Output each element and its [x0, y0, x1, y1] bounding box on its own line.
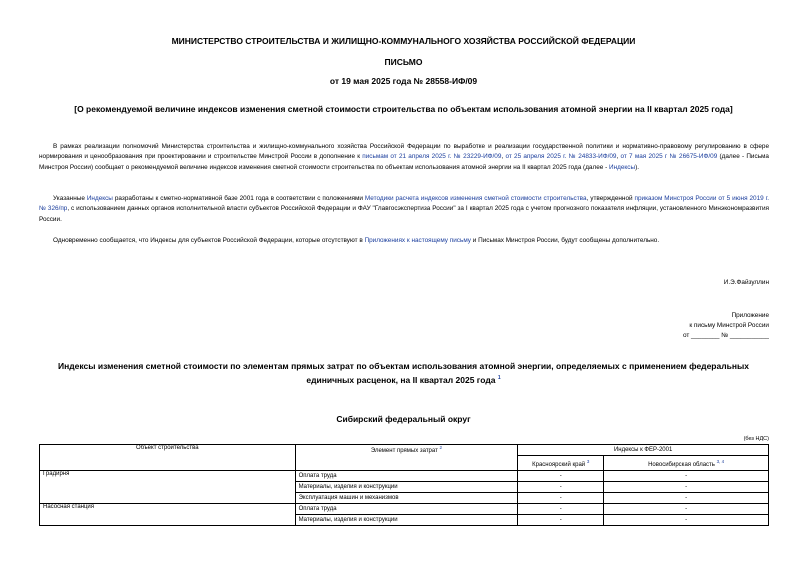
annex-title-text: Индексы изменения сметной стоимости по элементам прямых затрат по объектам использования атомной энергии, определяемых с применением федеральных единичных расценок, на II квартал 2025 года: [58, 361, 749, 385]
element-cell: Оплата труда: [295, 471, 518, 482]
letter-link-3[interactable]: от 7 мая 2025 г № 26675-ИФ/09: [620, 153, 718, 161]
header-object: Объект строительства: [40, 445, 296, 471]
header-indices: Индексы к ФЕР-2001: [518, 445, 769, 456]
methodology-link[interactable]: Методики расчета индексов изменения сметной стоимости строительства: [364, 195, 587, 202]
text: ).: [635, 163, 639, 171]
footnote-mark-4[interactable]: 3, 4: [716, 458, 725, 464]
text: разработаны к сметно-нормативной базе 2001 года в соответствии с положениями: [112, 195, 365, 202]
region-1-text: Красноярский край: [532, 461, 586, 468]
element-cell: Эксплуатация машин и механизмов: [295, 493, 518, 504]
appendix-line-1: Приложение: [731, 312, 769, 319]
paragraph-2: [39, 194, 769, 225]
text: Указанные: [53, 195, 87, 202]
text: (далее - Письма Минстроя России) сообщает о рекомендуемой величине индексов изменения сметной стоимости строительства по объектам использования атомной энергии на II квартал 2025 года (далее -: [39, 153, 769, 171]
header-region-2: [604, 456, 769, 471]
value-cell: -: [604, 515, 769, 526]
indices-table: [39, 444, 769, 526]
paragraph-3: [39, 236, 769, 246]
value-cell: -: [518, 471, 604, 482]
signature: И.Э.Файзуллин: [723, 279, 769, 286]
appendix-line-2: к письму Минстрой России: [689, 322, 769, 329]
ministry-heading: МИНИСТЕРСТВО СТРОИТЕЛЬСТВА И ЖИЛИЩНО-КОММУНАЛЬНОГО ХОЗЯЙСТВА РОССИЙСКОЙ ФЕДЕРАЦИИ: [171, 36, 636, 46]
indices-link[interactable]: Индексы: [609, 163, 636, 171]
header-element: [295, 445, 518, 471]
letter-link-2[interactable]: от 25 апреля 2025 г. № 24833-ИФ/09: [505, 153, 617, 161]
order-link[interactable]: приказом Минстроя России от 5 июня 2019 г. № 326/пр: [39, 195, 769, 213]
text: и Письмах Минстроя России, будут сообщены дополнительно.: [471, 237, 660, 244]
value-cell: -: [604, 504, 769, 515]
footnote-mark-1[interactable]: 1: [497, 375, 501, 381]
footnote-mark-2[interactable]: 2: [439, 445, 443, 450]
text: ,: [501, 153, 506, 161]
document-date-number: от 19 мая 2025 года № 28558-ИФ/09: [329, 76, 478, 86]
indices-link-2[interactable]: Индексы: [86, 195, 113, 202]
region-2-text: Новосибирская область: [648, 461, 715, 468]
table-row: [40, 504, 769, 515]
annex-title: [40, 360, 767, 386]
document-type: ПИСЬМО: [384, 57, 423, 67]
value-cell: -: [604, 493, 769, 504]
document-subject: [О рекомендуемой величине индексов изменения сметной стоимости строительства по объектам использования атомной энергии на II квартал 2025 года]: [74, 104, 733, 114]
text: Одновременно сообщается, что Индексы для субъектов Российской Федерации, которые отсутствуют в: [53, 237, 365, 244]
district-title: Сибирский федеральный округ: [336, 414, 471, 424]
element-cell: Материалы, изделия и конструкции: [295, 515, 518, 526]
value-cell: -: [518, 515, 604, 526]
footnote-mark-3[interactable]: 3: [586, 458, 590, 464]
paragraph-1: [39, 142, 769, 173]
value-cell: -: [604, 482, 769, 493]
element-cell: Материалы, изделия и конструкции: [295, 482, 518, 493]
text: , утвержденной: [586, 195, 635, 202]
appendix-block: [683, 311, 769, 341]
header-region-1: [518, 456, 604, 471]
text: ,: [616, 153, 621, 161]
appendices-link[interactable]: Приложениях к настоящему письму: [364, 237, 471, 244]
value-cell: -: [518, 504, 604, 515]
object-cell: Насосная станция: [40, 504, 296, 526]
element-cell: Оплата труда: [295, 504, 518, 515]
value-cell: -: [518, 493, 604, 504]
appendix-line-3: от ________ № ___________: [682, 332, 769, 339]
header-element-text: Элемент прямых затрат: [370, 448, 438, 454]
object-cell: Градирня: [40, 471, 296, 504]
letter-link-1[interactable]: письмам от 21 апреля 2025 г. № 23229-ИФ/09: [362, 153, 502, 161]
text: В рамках реализации полномочий Министерства строительства и жилищно-коммунального хозяйства Российской Федерации по выработке и реализации государственной политики и нормативно-правовому регулированию в сфере нормирования и ценообразования при проектировании и строительстве Минстрой России в дополнение к: [39, 143, 769, 161]
value-cell: -: [518, 482, 604, 493]
table-header-row: [40, 445, 769, 456]
value-cell: -: [604, 471, 769, 482]
vat-note: (без НДС): [743, 436, 769, 442]
table-row: [40, 471, 769, 482]
text: , с использованием данных органов исполнительной власти субъектов Российской Федерации и ФАУ "Главгосэкспертиза России" за I квартал 2025 года с учетом прогнозного показателя инфляции, установленного Минэкономразвития России.: [39, 205, 769, 223]
